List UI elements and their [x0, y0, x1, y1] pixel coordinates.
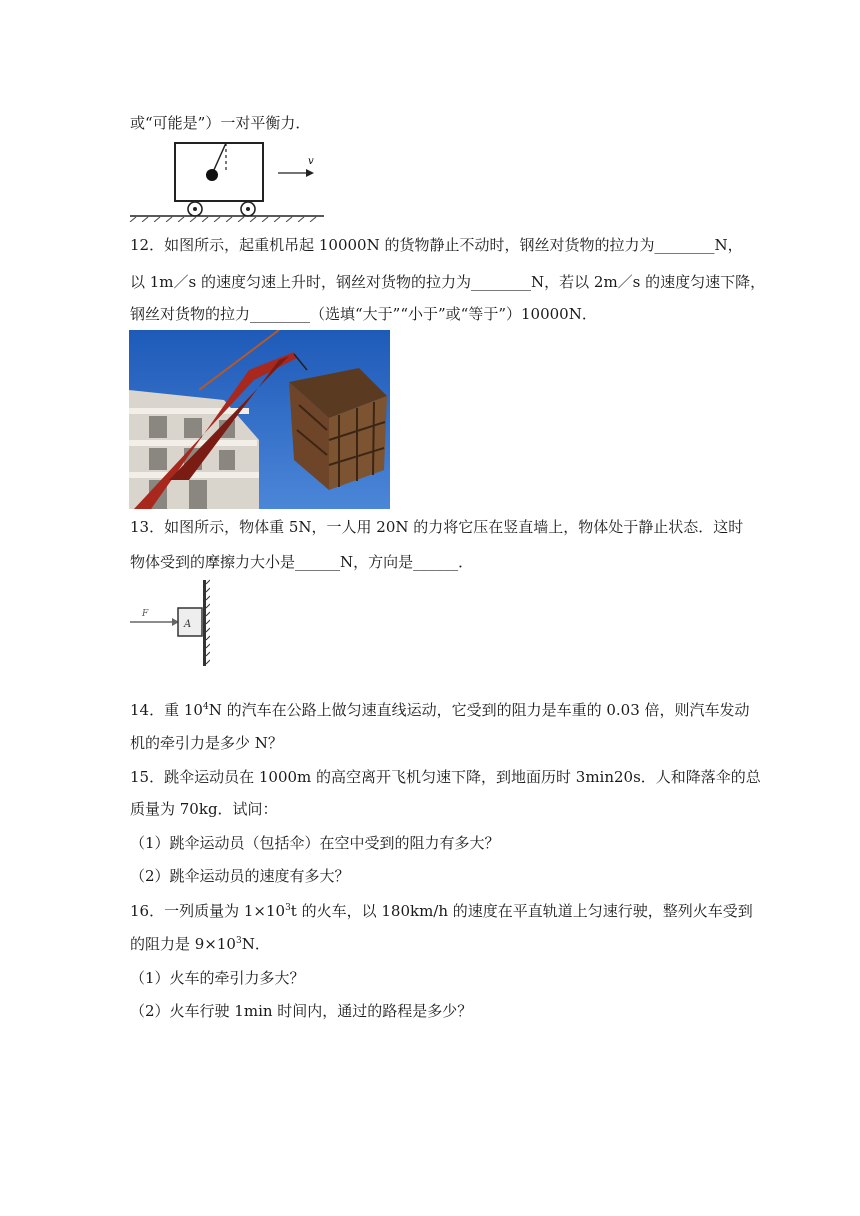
q13-line1: 13．如图所示，物体重 5N，一人用 20N 的力将它压在竖直墙上，物体处于静止状态．这时: [130, 518, 744, 536]
q16-line2: 的阻力是 $9\times 10^3N$．: [130, 935, 270, 953]
q15-line1: 15．跳伞运动员在 1000m 的高空离开飞机匀速下降，到地面历时 3min20s．人和降落伞的总: [130, 768, 761, 786]
q16-sub2: （2）火车行驶 1min 时间内，通过的路程是多少？: [130, 1002, 473, 1020]
q11-tail-line: 或“可能是”）一对平衡力．: [130, 114, 311, 132]
q15-sub1: （1）跳伞运动员（包括伞）在空中受到的阻力有多大？: [130, 834, 500, 852]
q15-sub2: （2）跳伞运动员的速度有多大？: [130, 867, 350, 885]
wall-block-figure: [128, 578, 210, 668]
q12-line3: 钢丝对货物的拉力________（选填“大于”“小于”或“等于”）10000N．: [130, 305, 597, 323]
q14-line1: 14．重 $10^4N$ 的汽车在公路上做匀速直线运动，它受到的阻力是车重的 0.03 倍，则汽车发动: [130, 701, 750, 719]
crane-photo: [129, 330, 390, 509]
q14-line2: 机的牵引力是多少 N？: [130, 734, 283, 752]
q12-line2: 以 1m／s 的速度匀速上升时，钢丝对货物的拉力为________N，若以 2m／s 的速度匀速下降，: [130, 273, 766, 291]
block-label: A: [184, 619, 192, 630]
force-label: F: [142, 609, 149, 619]
q15-line2: 质量为 70kg．试问：: [130, 800, 278, 818]
q13-line2: 物体受到的摩擦力大小是______N，方向是______．: [130, 553, 474, 571]
q16-line1: 16．一列质量为 $1\times 10^3t$ 的火车，以 180km/h 的速度在平直轨道上匀速行驶，整列火车受到: [130, 902, 753, 920]
cart-pendulum-figure: [128, 140, 328, 222]
q16-sub1: （1）火车的牵引力多大？: [130, 969, 305, 987]
q12-line1: 12．如图所示，起重机吊起 10000N 的货物静止不动时，钢丝对货物的拉力为________N，: [130, 236, 743, 254]
velocity-label: v: [308, 156, 314, 167]
